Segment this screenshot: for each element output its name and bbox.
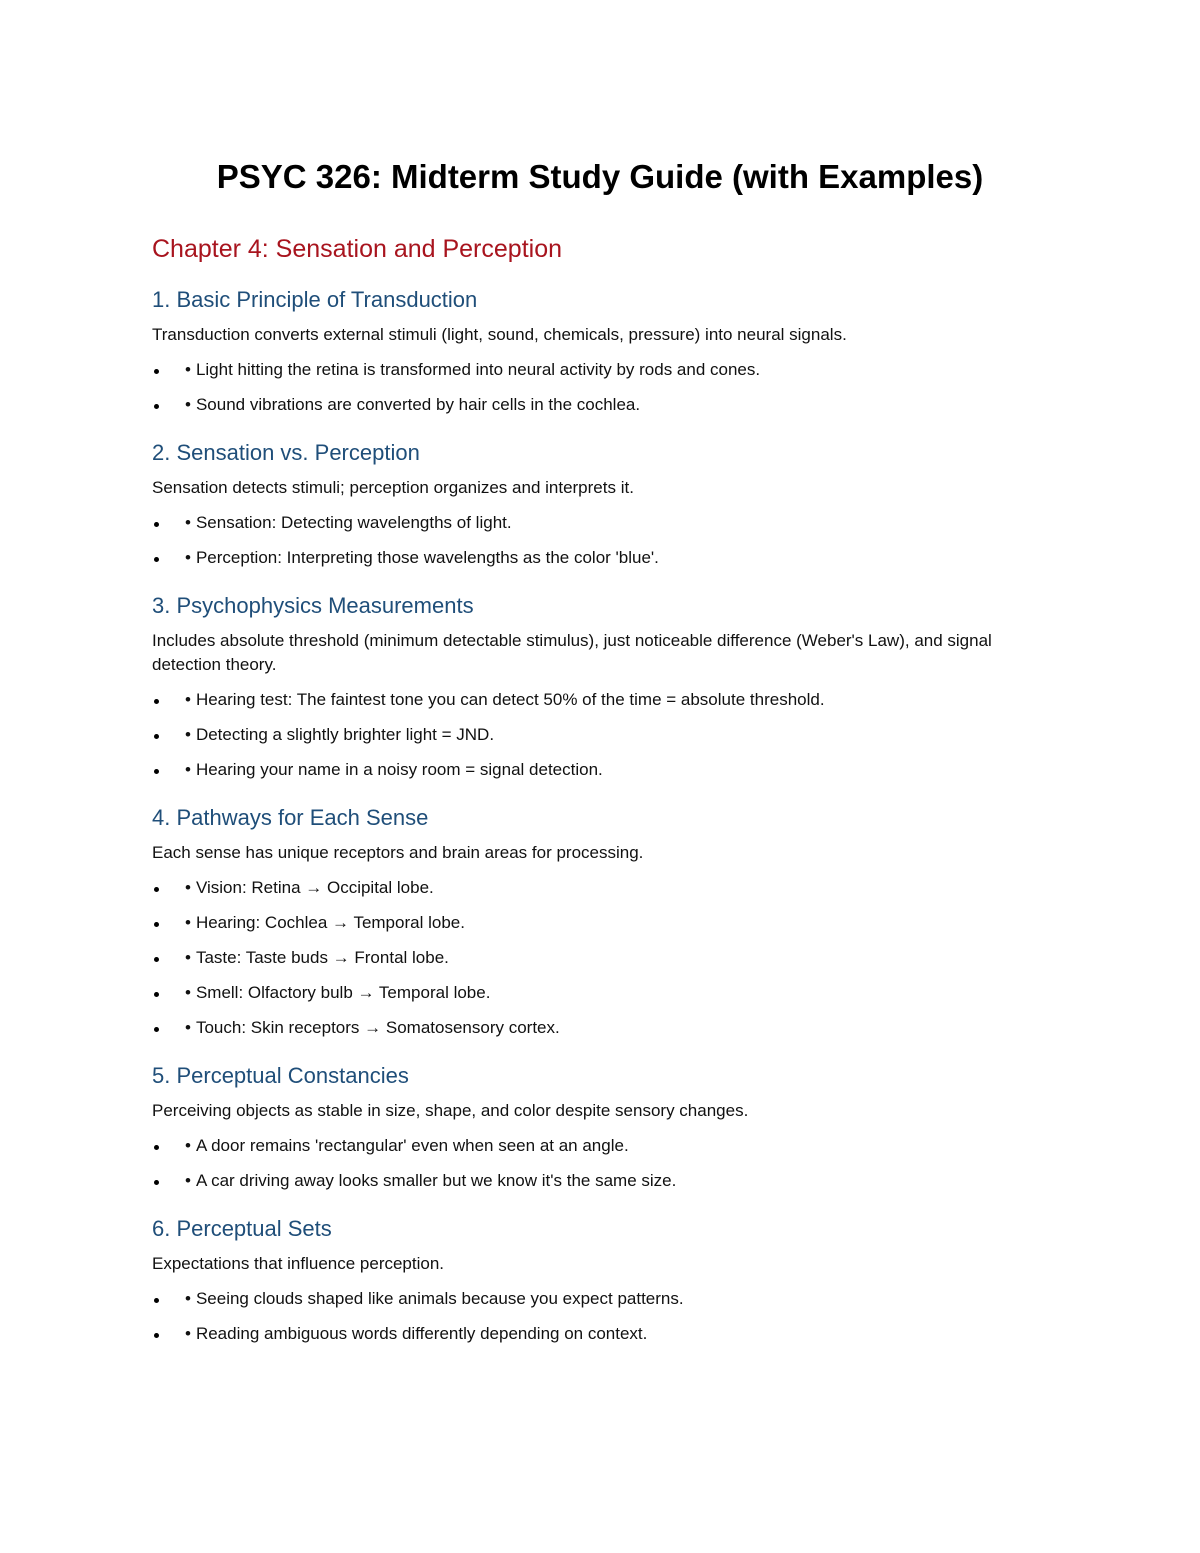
- bullet-dot-icon: [154, 922, 159, 927]
- bullet-list: [152, 1287, 1048, 1346]
- section-intro: Each sense has unique receptors and brain areas for processing.: [152, 843, 644, 862]
- bullet-dot-icon: [154, 992, 159, 997]
- bullet-glyph: •: [185, 913, 191, 932]
- bullet-dot-icon: [154, 734, 159, 739]
- section-heading: 2. Sensation vs. Perception: [152, 440, 420, 465]
- bullet-text: Hearing your name in a noisy room = signal detection.: [195, 760, 603, 779]
- section-heading: 3. Psychophysics Measurements: [152, 593, 474, 618]
- bullet-dot-icon: [154, 887, 159, 892]
- bullet-item: [152, 1169, 1048, 1193]
- section-heading: 1. Basic Principle of Transduction: [152, 287, 478, 312]
- bullet-item: [152, 758, 1048, 782]
- bullet-dot-icon: [154, 369, 159, 374]
- bullet-glyph: •: [185, 1018, 191, 1037]
- bullet-glyph: •: [185, 395, 191, 414]
- section-6: [152, 1215, 1048, 1346]
- bullet-text: Hearing: Cochlea → Temporal lobe.: [195, 913, 465, 932]
- bullet-dot-icon: [154, 557, 159, 562]
- bullet-glyph: •: [185, 725, 191, 744]
- section-intro: Perceiving objects as stable in size, shape, and color despite sensory changes.: [152, 1101, 749, 1120]
- section-4: [152, 804, 1048, 1040]
- bullet-item: [152, 688, 1048, 712]
- bullet-item: [152, 1134, 1048, 1158]
- bullet-text: Smell: Olfactory bulb → Temporal lobe.: [195, 983, 491, 1002]
- bullet-glyph: •: [185, 360, 191, 379]
- bullet-dot-icon: [154, 522, 159, 527]
- bullet-item: [152, 981, 1048, 1005]
- bullet-item: [152, 546, 1048, 570]
- bullet-text: Hearing test: The faintest tone you can detect 50% of the time = absolute threshold.: [195, 690, 825, 709]
- section-intro: Sensation detects stimuli; perception organizes and interprets it.: [152, 478, 634, 497]
- section-intro: Transduction converts external stimuli (light, sound, chemicals, pressure) into neural signals.: [152, 325, 847, 344]
- bullet-dot-icon: [154, 699, 159, 704]
- bullet-glyph: •: [185, 1171, 191, 1190]
- bullet-text: Light hitting the retina is transformed into neural activity by rods and cones.: [195, 360, 761, 379]
- bullet-dot-icon: [154, 1027, 159, 1032]
- bullet-dot-icon: [154, 1298, 159, 1303]
- bullet-item: [152, 393, 1048, 417]
- section-intro: Expectations that influence perception.: [152, 1254, 445, 1273]
- bullet-text: A door remains 'rectangular' even when seen at an angle.: [195, 1136, 629, 1155]
- bullet-item: [152, 358, 1048, 382]
- section-heading: 5. Perceptual Constancies: [152, 1063, 409, 1088]
- bullet-text: Sensation: Detecting wavelengths of light.: [195, 513, 512, 532]
- section-2: [152, 439, 1048, 570]
- bullet-text: A car driving away looks smaller but we know it's the same size.: [195, 1171, 677, 1190]
- bullet-list: [152, 511, 1048, 570]
- bullet-glyph: •: [185, 1289, 191, 1308]
- bullet-dot-icon: [154, 404, 159, 409]
- bullet-list: [152, 688, 1048, 782]
- bullet-text: Taste: Taste buds → Frontal lobe.: [195, 948, 449, 967]
- bullet-dot-icon: [154, 769, 159, 774]
- bullet-text: Sound vibrations are converted by hair cells in the cochlea.: [195, 395, 641, 414]
- sections-container: [152, 286, 1048, 1346]
- bullet-glyph: •: [185, 983, 191, 1002]
- bullet-text: Seeing clouds shaped like animals because you expect patterns.: [195, 1289, 684, 1308]
- bullet-list: [152, 358, 1048, 417]
- bullet-list: [152, 876, 1048, 1040]
- bullet-glyph: •: [185, 1324, 191, 1343]
- bullet-item: [152, 723, 1048, 747]
- bullet-text: Reading ambiguous words differently depending on context.: [195, 1324, 648, 1343]
- bullet-glyph: •: [185, 760, 191, 779]
- bullet-text: Vision: Retina → Occipital lobe.: [195, 878, 434, 897]
- bullet-glyph: •: [185, 1136, 191, 1155]
- bullet-glyph: •: [185, 948, 191, 967]
- section-1: [152, 286, 1048, 417]
- bullet-dot-icon: [154, 1180, 159, 1185]
- section-intro: Includes absolute threshold (minimum detectable stimulus), just noticeable difference (Weber's Law), and signal detection theory.: [152, 631, 992, 674]
- bullet-glyph: •: [185, 690, 191, 709]
- bullet-dot-icon: [154, 1145, 159, 1150]
- bullet-text: Touch: Skin receptors → Somatosensory cortex.: [195, 1018, 560, 1037]
- bullet-item: [152, 511, 1048, 535]
- document-title: PSYC 326: Midterm Study Guide (with Examples): [216, 158, 984, 195]
- bullet-item: [152, 1287, 1048, 1311]
- chapter-heading: Chapter 4: Sensation and Perception: [152, 235, 562, 263]
- bullet-item: [152, 876, 1048, 900]
- bullet-item: [152, 911, 1048, 935]
- section-3: [152, 592, 1048, 782]
- bullet-list: [152, 1134, 1048, 1193]
- bullet-item: [152, 1322, 1048, 1346]
- bullet-text: Perception: Interpreting those wavelengths as the color 'blue'.: [195, 548, 659, 567]
- bullet-dot-icon: [154, 957, 159, 962]
- section-heading: 6. Perceptual Sets: [152, 1216, 332, 1241]
- bullet-item: [152, 1016, 1048, 1040]
- section-5: [152, 1062, 1048, 1193]
- bullet-dot-icon: [154, 1333, 159, 1338]
- bullet-glyph: •: [185, 513, 191, 532]
- bullet-text: Detecting a slightly brighter light = JND.: [195, 725, 495, 744]
- section-heading: 4. Pathways for Each Sense: [152, 805, 429, 830]
- bullet-glyph: •: [185, 878, 191, 897]
- bullet-glyph: •: [185, 548, 191, 567]
- bullet-item: [152, 946, 1048, 970]
